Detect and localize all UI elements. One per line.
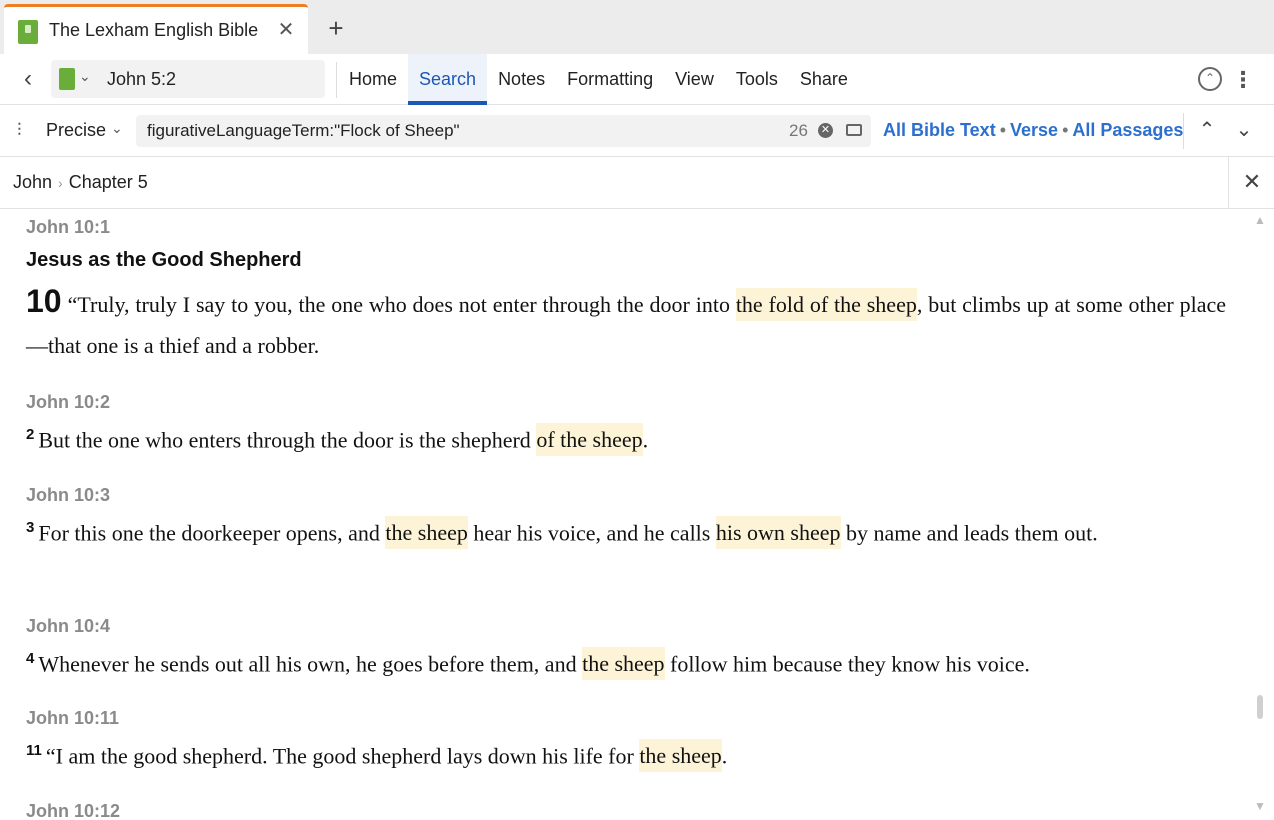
search-mode-label[interactable]: Precise bbox=[46, 120, 107, 140]
highlighted-match: of the sheep bbox=[536, 423, 642, 456]
back-chevron-icon[interactable]: ‹ bbox=[24, 65, 32, 92]
verse-number: 4 bbox=[26, 650, 35, 667]
verse-text bbox=[26, 414, 1226, 460]
verse-text bbox=[26, 730, 1226, 776]
menu-formatting[interactable]: Formatting bbox=[567, 69, 654, 89]
scroll-up-icon[interactable]: ▲ bbox=[1254, 213, 1266, 227]
verse-text bbox=[26, 638, 1226, 684]
scroll-thumb[interactable] bbox=[1257, 695, 1263, 719]
verse-segment: . bbox=[721, 743, 728, 769]
new-tab-plus-icon[interactable]: + bbox=[328, 13, 344, 43]
verse-segment: follow him because they know his voice. bbox=[664, 651, 1030, 677]
highlighted-match: his own sheep bbox=[716, 516, 841, 549]
menu-bar bbox=[338, 54, 859, 105]
result-reference[interactable]: John 10:4 bbox=[26, 616, 111, 636]
search-results bbox=[0, 209, 1250, 820]
next-result-chevron-down-icon[interactable]: ⌄ bbox=[1235, 119, 1253, 141]
verse-number: 3 bbox=[26, 519, 35, 536]
highlighted-match: the sheep bbox=[639, 739, 721, 772]
result-reference[interactable]: John 10:2 bbox=[26, 392, 111, 412]
search-scope bbox=[883, 120, 1183, 141]
breadcrumb-bar bbox=[0, 157, 1274, 209]
chevron-down-icon[interactable]: ⌄ bbox=[111, 120, 123, 136]
verse-segment: “I am the good shepherd. The good shepherd lays down his life for bbox=[45, 743, 640, 769]
scope-all-passages-link[interactable]: All Passages bbox=[1072, 120, 1184, 140]
verse-segment: “Truly, truly I say to you, the one who does not enter through the door into bbox=[67, 292, 736, 317]
sliders-icon[interactable]: ⫶ bbox=[17, 120, 22, 140]
keyboard-icon[interactable] bbox=[846, 124, 862, 136]
scrollbar[interactable] bbox=[1250, 209, 1274, 820]
toolbar-divider bbox=[336, 62, 337, 98]
tab-title: The Lexham English Bible bbox=[49, 20, 259, 40]
breadcrumb bbox=[13, 172, 148, 193]
highlighted-match: the sheep bbox=[385, 516, 467, 549]
verse-number: 2 bbox=[26, 426, 35, 443]
search-bar bbox=[0, 105, 1274, 157]
close-panel-area bbox=[1228, 157, 1274, 209]
breadcrumb-book[interactable]: John bbox=[13, 172, 53, 192]
breadcrumb-separator: › bbox=[58, 175, 63, 191]
menu-view[interactable]: View bbox=[675, 69, 714, 89]
breadcrumb-chapter[interactable]: Chapter 5 bbox=[68, 172, 148, 192]
menu-share[interactable]: Share bbox=[799, 69, 848, 89]
tab-lexham-english-bible[interactable] bbox=[4, 4, 308, 54]
result-reference[interactable]: John 10:11 bbox=[26, 708, 120, 728]
close-results-icon[interactable]: ✕ bbox=[1242, 169, 1262, 194]
verse-segment: by name and leads them out. bbox=[840, 520, 1098, 546]
result-count: 26 bbox=[789, 121, 808, 140]
verse-segment: For this one the doorkeeper opens, and bbox=[38, 520, 386, 546]
result-reference[interactable]: John 10:12 bbox=[26, 801, 121, 820]
toolbar bbox=[0, 54, 1274, 105]
scroll-down-icon[interactable]: ▼ bbox=[1254, 799, 1266, 813]
reference-box[interactable] bbox=[51, 60, 325, 98]
menu-tools[interactable]: Tools bbox=[735, 69, 778, 89]
verse-number: 11 bbox=[26, 742, 42, 759]
bible-book-icon bbox=[18, 20, 38, 44]
scope-verse-link[interactable]: Verse bbox=[1010, 120, 1059, 140]
resource-book-icon[interactable] bbox=[59, 68, 75, 90]
collapse-up-icon[interactable]: ⌃ bbox=[1198, 67, 1222, 91]
scope-all-bible-text-link[interactable]: All Bible Text bbox=[883, 120, 996, 140]
verse-segment: But the one who enters through the door is the shepherd bbox=[38, 427, 537, 453]
verse-segment: . bbox=[642, 427, 649, 453]
verse-text bbox=[26, 507, 1226, 553]
reference-text[interactable]: John 5:2 bbox=[107, 69, 177, 89]
chapter-number: 10 bbox=[26, 283, 62, 319]
clear-search-icon[interactable]: ✕ bbox=[818, 123, 833, 138]
search-divider bbox=[1183, 113, 1184, 149]
menu-home[interactable]: Home bbox=[349, 69, 398, 89]
previous-result-chevron-up-icon[interactable]: ⌃ bbox=[1198, 119, 1216, 141]
verse-segment: , but climbs up at some other place—that one is a thief and a robber. bbox=[26, 292, 1227, 358]
result-reference[interactable]: John 10:1 bbox=[26, 217, 111, 237]
scope-separator: • bbox=[1062, 120, 1069, 140]
section-heading: Jesus as the Good Shepherd bbox=[26, 249, 302, 271]
chevron-down-icon[interactable]: ⌄ bbox=[79, 68, 91, 84]
highlighted-match: the fold of the sheep bbox=[736, 288, 917, 321]
verse-segment: hear his voice, and he calls bbox=[467, 520, 716, 546]
scope-separator: • bbox=[999, 120, 1006, 140]
result-reference[interactable]: John 10:3 bbox=[26, 485, 111, 505]
tab-close-icon[interactable]: ✕ bbox=[277, 19, 295, 41]
more-options-icon[interactable]: ⋮ bbox=[1232, 67, 1254, 92]
verse-text bbox=[26, 281, 1226, 366]
menu-notes[interactable]: Notes bbox=[498, 69, 546, 89]
verse-segment: Whenever he sends out all his own, he goes before them, and bbox=[38, 651, 583, 677]
search-input[interactable] bbox=[136, 115, 871, 147]
menu-search[interactable]: Search bbox=[408, 54, 487, 105]
tab-strip bbox=[0, 0, 1274, 54]
highlighted-match: the sheep bbox=[582, 647, 664, 680]
